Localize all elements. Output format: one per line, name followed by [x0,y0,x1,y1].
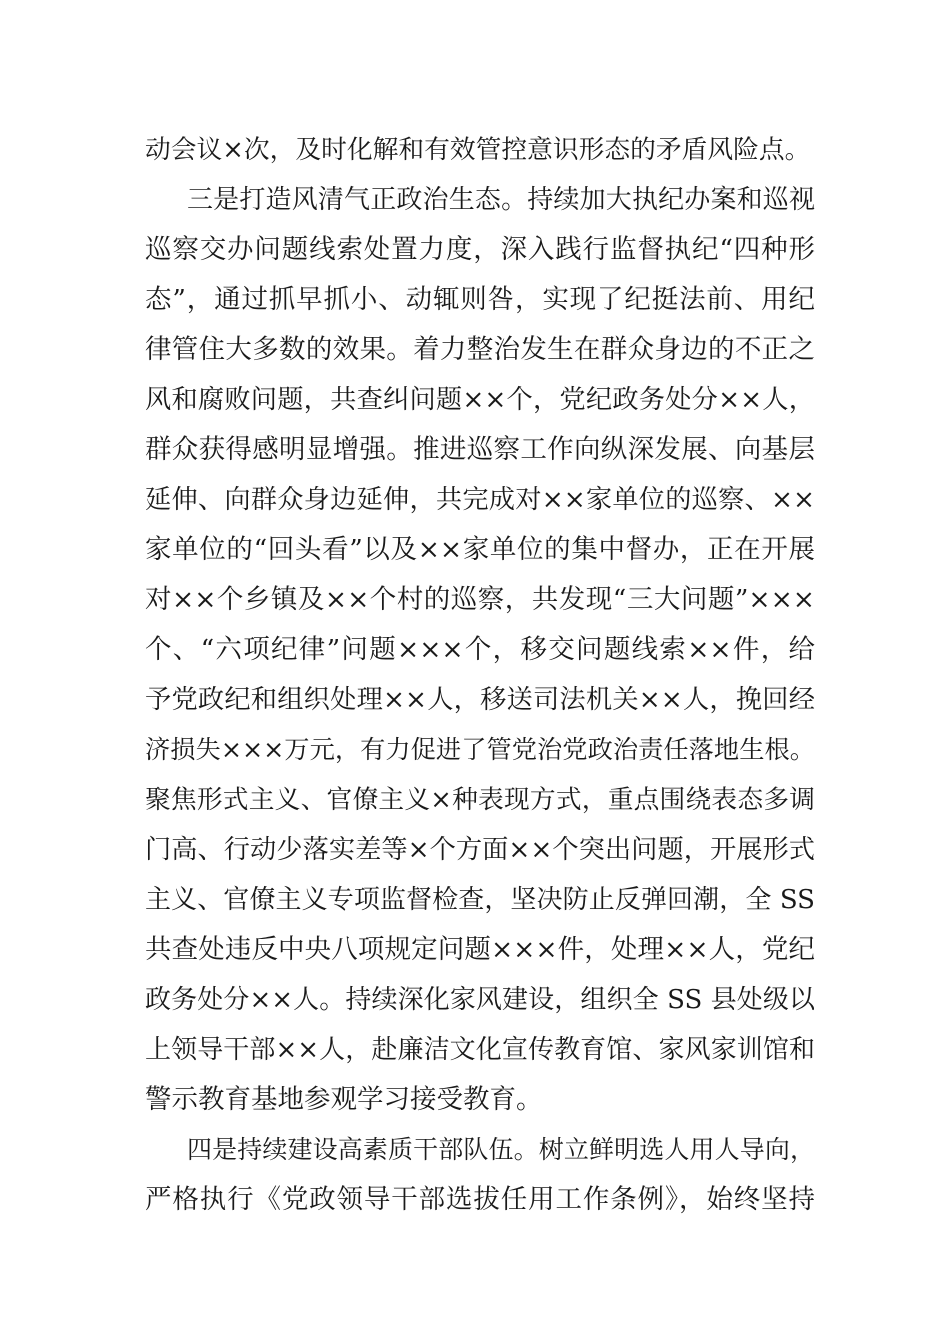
text-line-10: 对××个乡镇及××个村的巡察，共发现“三大问题”××× [145,584,815,615]
text-line-12: 予党政纪和组织处理××人，移送司法机关××人，挽回经 [145,685,815,715]
text-line-18: 政务处分××人。持续深化家风建设，组织全 SS 县处级以 [145,985,815,1015]
text-line-13: 济损失×××万元，有力促进了管党治党政治责任落地生根。 [145,735,815,764]
text-line-4: 态”，通过抓早抓小、动辄则咎，实现了纪挺法前、用纪 [145,284,815,315]
text-line-5: 律管住大多数的效果。着力整治发生在群众身边的不正之 [145,334,815,365]
text-line-8: 延伸、向群众身边延伸，共完成对××家单位的巡察、×× [145,485,815,515]
text-line-11: 个、“六项纪律”问题×××个，移交问题线索××件，给 [145,634,815,665]
text-line-20: 警示教育基地参观学习接受教育。 [145,1084,543,1115]
text-line-3: 巡察交办问题线索处置力度，深入践行监督执纪“四种形 [145,234,815,265]
text-line-19: 上领导干部××人，赴廉洁文化宣传教育馆、家风家训馆和 [145,1035,815,1065]
text-line-17: 共查处违反中央八项规定问题×××件，处理××人，党纪 [145,934,815,965]
text-line-9: 家单位的“回头看”以及××家单位的集中督办，正在开展 [145,534,815,565]
text-line-14: 聚焦形式主义、官僚主义×种表现方式，重点围绕表态多调 [145,785,815,815]
text-line-22: 严格执行《党政领导干部选拔任用工作条例》，始终坚持 [145,1184,815,1215]
text-line-7: 群众获得感明显增强。推进巡察工作向纵深发展、向基层 [145,434,815,465]
text-line-16: 主义、官僚主义专项监督检查，坚决防止反弹回潮，全 SS [145,885,815,915]
paragraph-three-start: 三是打造风清气正政治生态。持续加大执纪办案和巡视 [187,185,815,215]
text-line-1: 动会议×次，及时化解和有效管控意识形态的矛盾风险点。 [145,135,811,165]
text-line-6: 风和腐败问题，共查纠问题××个，党纪政务处分××人， [145,385,815,415]
paragraph-four-start: 四是持续建设高素质干部队伍。树立鲜明选人用人导向， [187,1135,815,1164]
text-line-15: 门高、行动少落实差等×个方面××个突出问题，开展形式 [145,835,815,865]
